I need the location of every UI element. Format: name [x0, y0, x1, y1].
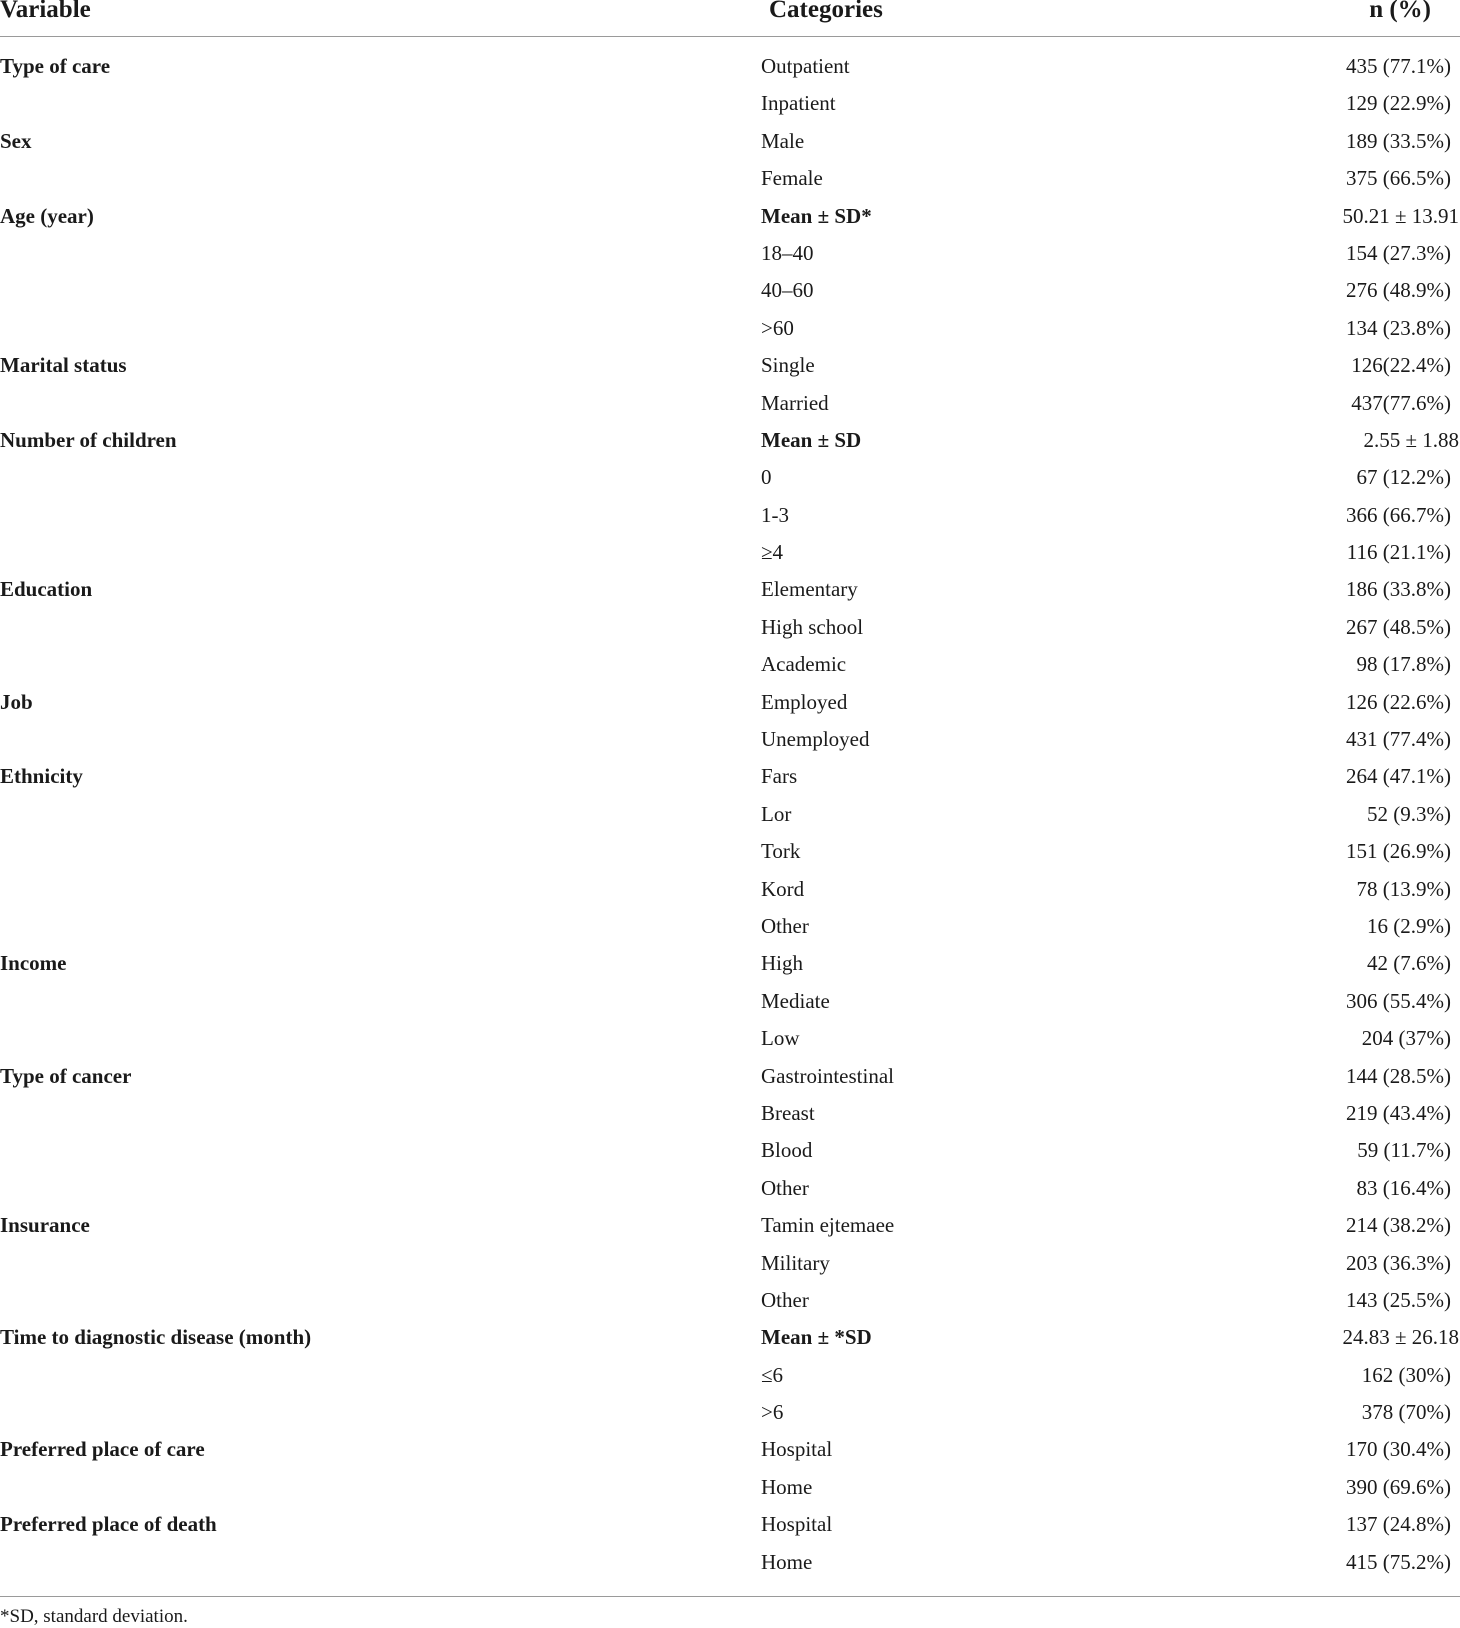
- row-variable: Income: [0, 951, 67, 976]
- table-row: [0, 1431, 1460, 1468]
- row-value: 437(77.6%): [1351, 390, 1451, 415]
- row-category: Inpatient: [761, 91, 836, 116]
- table-row: [0, 983, 1460, 1020]
- row-category: Other: [761, 1175, 809, 1200]
- table-row: [0, 1207, 1460, 1244]
- row-value: 366 (66.7%): [1346, 502, 1451, 527]
- row-value: 126 (22.6%): [1346, 689, 1451, 714]
- row-variable: Marital status: [0, 353, 127, 378]
- table-row: [0, 796, 1460, 833]
- header-n-percent: n (%): [1369, 0, 1431, 23]
- row-value: 144 (28.5%): [1346, 1063, 1451, 1088]
- row-value: 186 (33.8%): [1346, 577, 1451, 602]
- row-category: Unemployed: [761, 727, 870, 752]
- row-category: Other: [761, 913, 809, 938]
- table-row: [0, 385, 1460, 422]
- row-value: 16 (2.9%): [1367, 913, 1451, 938]
- row-value: 203 (36.3%): [1346, 1250, 1451, 1275]
- row-value: 98 (17.8%): [1356, 652, 1451, 677]
- table-row: [0, 497, 1460, 534]
- row-category: ≥4: [761, 540, 784, 565]
- row-category: Gastrointestinal: [761, 1063, 894, 1088]
- row-category: High school: [761, 614, 864, 639]
- table-row: [0, 1357, 1460, 1394]
- table-row: [0, 235, 1460, 272]
- row-value: 50.21 ± 13.91: [1342, 203, 1459, 228]
- row-value: 67 (12.2%): [1356, 465, 1451, 490]
- row-category: Male: [761, 128, 805, 153]
- row-value: 170 (30.4%): [1346, 1437, 1451, 1462]
- table-row: [0, 945, 1460, 982]
- row-value: 151 (26.9%): [1346, 839, 1451, 864]
- row-value: 137 (24.8%): [1346, 1512, 1451, 1537]
- table-row: [0, 1282, 1460, 1319]
- row-category: Breast: [761, 1100, 815, 1125]
- table-row: [0, 571, 1460, 608]
- row-category: Employed: [761, 689, 848, 714]
- row-category: Hospital: [761, 1512, 833, 1537]
- table-row: [0, 198, 1460, 235]
- row-variable: Preferred place of care: [0, 1437, 205, 1462]
- row-value: 78 (13.9%): [1356, 876, 1451, 901]
- row-variable: Time to diagnostic disease (month): [0, 1325, 312, 1350]
- row-value: 126(22.4%): [1351, 353, 1451, 378]
- row-value: 162 (30%): [1361, 1362, 1451, 1387]
- row-category: High: [761, 951, 803, 976]
- row-variable: Preferred place of death: [0, 1512, 217, 1537]
- row-category: >60: [761, 315, 794, 340]
- table-row: [0, 272, 1460, 309]
- table-row: [0, 646, 1460, 683]
- table-row: [0, 534, 1460, 571]
- row-value: 2.55 ± 1.88: [1363, 427, 1459, 452]
- row-value: 264 (47.1%): [1346, 764, 1451, 789]
- row-category: Mediate: [761, 988, 830, 1013]
- row-value: 375 (66.5%): [1346, 166, 1451, 191]
- row-variable: Age (year): [0, 203, 94, 228]
- table-row: [0, 48, 1460, 85]
- row-variable: Sex: [0, 128, 32, 153]
- table-footnote: *SD, standard deviation.: [0, 1606, 188, 1627]
- header-categories: Categories: [769, 0, 883, 23]
- row-category: Female: [761, 166, 823, 191]
- table-row: [0, 871, 1460, 908]
- row-category: >6: [761, 1400, 784, 1425]
- row-category: Fars: [761, 764, 798, 789]
- row-value: 267 (48.5%): [1346, 614, 1451, 639]
- row-value: 134 (23.8%): [1346, 315, 1451, 340]
- row-value: 390 (69.6%): [1346, 1474, 1451, 1499]
- table-row: [0, 1544, 1460, 1581]
- table-body: [0, 48, 1460, 1581]
- row-value: 431 (77.4%): [1346, 727, 1451, 752]
- row-value: 204 (37%): [1361, 1026, 1451, 1051]
- table-row: [0, 459, 1460, 496]
- table-row: [0, 1132, 1460, 1169]
- row-category: Home: [761, 1474, 813, 1499]
- row-category: Tork: [761, 839, 801, 864]
- row-value: 378 (70%): [1361, 1400, 1451, 1425]
- table-row: [0, 833, 1460, 870]
- row-category: Home: [761, 1549, 813, 1574]
- row-category: Military: [761, 1250, 830, 1275]
- row-value: 24.83 ± 26.18: [1342, 1325, 1459, 1350]
- table-row: [0, 908, 1460, 945]
- row-category: Kord: [761, 876, 805, 901]
- row-variable: Ethnicity: [0, 764, 83, 789]
- row-category: Single: [761, 353, 815, 378]
- table-bottom-rule: [0, 1596, 1460, 1597]
- row-variable: Insurance: [0, 1213, 90, 1238]
- table-row: [0, 347, 1460, 384]
- table-row: [0, 160, 1460, 197]
- row-value: 214 (38.2%): [1346, 1213, 1451, 1238]
- table-row: [0, 609, 1460, 646]
- row-value: 189 (33.5%): [1346, 128, 1451, 153]
- row-category: Low: [761, 1026, 800, 1051]
- table-row: [0, 684, 1460, 721]
- table-row: [0, 422, 1460, 459]
- row-category: ≤6: [761, 1362, 784, 1387]
- row-category: 1-3: [761, 502, 789, 527]
- row-value: 83 (16.4%): [1356, 1175, 1451, 1200]
- row-variable: Job: [0, 689, 33, 714]
- table-row: [0, 85, 1460, 122]
- row-value: 435 (77.1%): [1346, 54, 1451, 78]
- header-variable: Variable: [0, 0, 91, 23]
- row-value: 143 (25.5%): [1346, 1287, 1451, 1312]
- row-category: Mean ± SD: [761, 427, 862, 452]
- row-value: 42 (7.6%): [1367, 951, 1451, 976]
- row-category: Mean ± SD*: [761, 203, 872, 228]
- row-value: 219 (43.4%): [1346, 1100, 1451, 1125]
- row-category: 18–40: [761, 240, 814, 265]
- row-value: 116 (21.1%): [1346, 540, 1451, 565]
- row-category: Hospital: [761, 1437, 833, 1462]
- row-value: 276 (48.9%): [1346, 278, 1451, 303]
- row-variable: Number of children: [0, 427, 177, 452]
- row-category: Outpatient: [761, 54, 850, 78]
- row-value: 306 (55.4%): [1346, 988, 1451, 1013]
- row-value: 59 (11.7%): [1357, 1138, 1451, 1163]
- row-value: 415 (75.2%): [1346, 1549, 1451, 1574]
- row-category: Academic: [761, 652, 847, 677]
- table-row: [0, 1394, 1460, 1431]
- table-row: [0, 1058, 1460, 1095]
- table-row: [0, 758, 1460, 795]
- row-variable: Type of cancer: [0, 1063, 132, 1088]
- row-category: Elementary: [761, 577, 858, 602]
- table-row: [0, 123, 1460, 160]
- row-category: 0: [761, 465, 772, 490]
- row-category: Tamin ejtemaee: [761, 1213, 895, 1238]
- row-category: Mean ± *SD: [761, 1325, 872, 1350]
- row-variable: Type of care: [0, 54, 111, 78]
- table-row: [0, 1319, 1460, 1356]
- table-header-row: [0, 0, 1460, 37]
- row-category: 40–60: [761, 278, 814, 303]
- table-row: [0, 1506, 1460, 1543]
- row-variable: Education: [0, 577, 93, 602]
- row-category: Blood: [761, 1138, 813, 1163]
- row-category: Lor: [761, 801, 792, 826]
- row-category: Married: [761, 390, 829, 415]
- table-row: [0, 1170, 1460, 1207]
- table-row: [0, 1095, 1460, 1132]
- table-row: [0, 1020, 1460, 1057]
- row-value: 129 (22.9%): [1346, 91, 1451, 116]
- row-category: Other: [761, 1287, 809, 1312]
- table-row: [0, 1245, 1460, 1282]
- table-row: [0, 1469, 1460, 1506]
- row-value: 52 (9.3%): [1367, 801, 1451, 826]
- table-row: [0, 721, 1460, 758]
- table-row: [0, 310, 1460, 347]
- row-value: 154 (27.3%): [1346, 240, 1451, 265]
